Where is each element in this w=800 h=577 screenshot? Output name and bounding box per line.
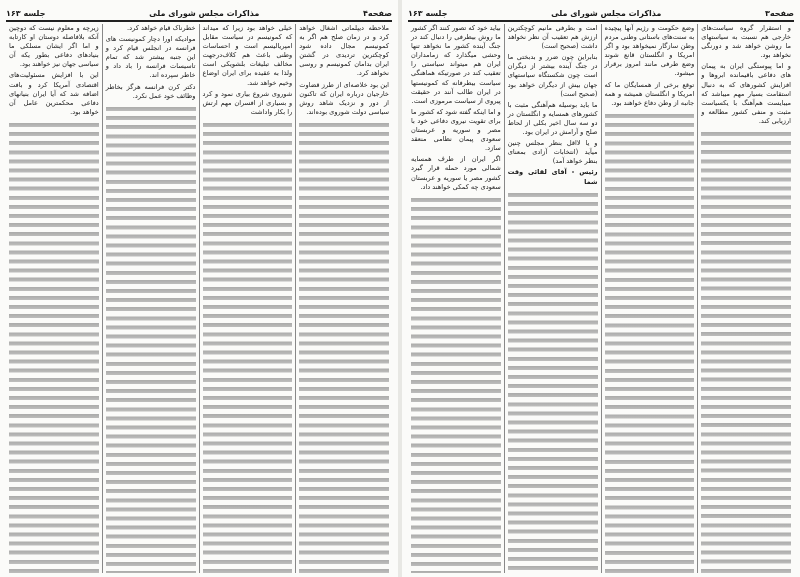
- text-lines: [508, 191, 598, 573]
- paragraph: امت و بطرفی مانیم کوچکترین ارزش هم تعقیب آن نظر نخواهد داشت (صحیح است): [507, 24, 598, 51]
- paragraph: و اما اینکه گفته شود که کشور ما برای تقویت نیروی دفاعی خود با مصر و سوریه و عربستان سعودی پیمان نظامی منعقد سازد.: [410, 107, 501, 153]
- text-columns: [408, 24, 794, 573]
- paragraph: وضع حکومت و رژیم آنها پیچیده به سنت‌های باستانی وطنی مردم وطن سازگار نمیخواهد بود و اگر امریکا و انگلستان قانع شوند وضع طرفی مانند امروز برقرار میشود.: [604, 24, 695, 78]
- text-lines: [106, 105, 196, 573]
- text-lines: [411, 196, 501, 573]
- page-number: صفحه۴: [363, 9, 392, 18]
- right-page: [402, 0, 800, 577]
- publication-title: مذاکرات مجلس شورای ملی: [551, 9, 662, 18]
- page-number: صفحه۳: [765, 9, 794, 18]
- text-column: [505, 24, 602, 573]
- paragraph: ما باید بوسیله هم‌آهنگی مثبت با کشورهای همسایه و انگلستان در دو سه سال اخیر بکلی از لحاظ صلح و آرامش در ایران بود.: [507, 100, 598, 137]
- text-column: [103, 24, 200, 573]
- paragraph: و یا لااقل بنظر مجلس چنین میآید (انتخابات آزادی بمعنای بنظر خواهد آمد): [507, 139, 598, 166]
- text-lines: [9, 121, 99, 573]
- session-number: جلسه ۱۶۳: [6, 9, 46, 18]
- paragraph: شوروی شروع بیاری نمود و کرد و بسیاری از افسران مهم ارتش را بکار واداشت: [202, 89, 293, 116]
- text-column: [602, 24, 699, 573]
- text-column: [296, 24, 392, 573]
- paragraph: موادیکه اورا دچار کمونیست های فرانسه در انجلس قیام کرد و این جنبه بیشتر شد که تمام تاسیسات فرانسه را باد داد و خاطر سپرده اند.: [105, 35, 196, 80]
- left-page: [0, 0, 398, 577]
- page-header: [408, 4, 794, 18]
- text-column: [408, 24, 505, 573]
- paragraph: توقع برخی از همسایگان ما که امریکا و انگلستان همیشه و همه جانبه از وطن دفاع خواهند بود.: [604, 80, 695, 107]
- paragraph: خطرناک قیام خواهد کرد.: [127, 24, 196, 32]
- text-column: [200, 24, 297, 573]
- header-rule: [6, 20, 392, 22]
- text-lines: [701, 130, 791, 573]
- text-lines: [299, 121, 389, 573]
- paragraph: و استقرار گروه سیاست‌های خارجی هم نسبت به سیاستهای ما روشن خواهد شد و دورنگی نخواهد بود.: [701, 24, 791, 60]
- paragraph: و اما پیوستگی ایران به پیمان های دفاعی باقیمانده ابروها و افزایش کشورهای که به دنبال استقامت بسیار مهم میباشد که میبایست هم‌آهنگ با یکسیاست مثبت و منفی کشور مطالعه و ارزیابی کند.: [701, 62, 791, 125]
- text-column: [698, 24, 794, 573]
- paragraph: این با افزایش مسئولیت‌های اقتصادی آمریکا کرد و بافت اضافه شد که آیا ایران بنیانهای دفاعی محکمترین عامل آن خواهد بود.: [9, 71, 99, 116]
- header-rule: [408, 20, 794, 22]
- session-number: جلسه ۱۶۳: [408, 9, 448, 18]
- paragraph: خیلی خواهد بود زیرا که میداند که کمونیسم در سیاست مقابل امپریالیسم است و احساسات وطنی باعث هم کلاف‌درجهت مخالف تبلیغات بلشویکی است ولذا به عقیده برای ایران اوضاع وخیم خواهد شد.: [202, 24, 293, 87]
- paragraph: بنابراین چون ضرر و بدبختی ما در جنگ آینده بیشتر از دیگران است چون شکستگاه سیاستهای جهان بیش از دیگران خواهد بود (صحیح است): [507, 53, 598, 98]
- paragraph: دکتر کرن فرانسه هرگز بخاطر وظائف خود عمل نکرد.: [105, 82, 196, 100]
- paragraph: زیرچه و معلوم نیست که دوچین آنکه بلافاصله دوستان او کارتابه و اما اگر ایشان مسلکی ما بنیادهای دفاعی بطور یکه آن سیاسی جهان نیز خواهند بود.: [9, 24, 99, 69]
- page-header: [6, 4, 392, 18]
- text-column: [6, 24, 103, 573]
- text-lines: [605, 112, 695, 573]
- paragraph: ملاحظه دیپلماتی اشغال خواهد کرد و در زمان صلح هم اگر به کمونیسم مجال داده شود کوچکترین تردیدی در گشتن ایران بدامان کمونیسم و روسی نخواهد کرد.: [299, 24, 389, 78]
- text-columns: [6, 24, 392, 573]
- speaker-line: رئیس - آقای لقائی وقت شما: [507, 168, 598, 186]
- paragraph: اگر ایران از طرف همسایه شمالی مورد حمله قرار گیرد کشور مصر یا سوریه و عربستان سعودی چه کمکی خواهند داد.: [411, 155, 501, 191]
- paragraph: بیاید خود که تصور کنند اگر کشور ما روش بیطرفی را دنبال کند در جنگ آینده کشور ما نخواهد تنها وحشی میگذارد که زمامداران ایران هم میتواند سیاستی را تعقیب کند در صورتیکه هماهنگی سیاست بیطرفانه که کمونیستها در ایران طالب آنند در حقیقت پیروی از سیاست مرموزی است.: [411, 24, 501, 105]
- publication-title: مذاکرات مجلس شورای ملی: [149, 9, 260, 18]
- text-lines: [203, 121, 293, 573]
- paragraph: این بود خلاصه‌ای از طرز قضاوت خارجیان درباره ایران که تاکنون از دور و نزدیک شاهد روش سیاسی دولت شوروی بوده‌اند.: [299, 80, 389, 116]
